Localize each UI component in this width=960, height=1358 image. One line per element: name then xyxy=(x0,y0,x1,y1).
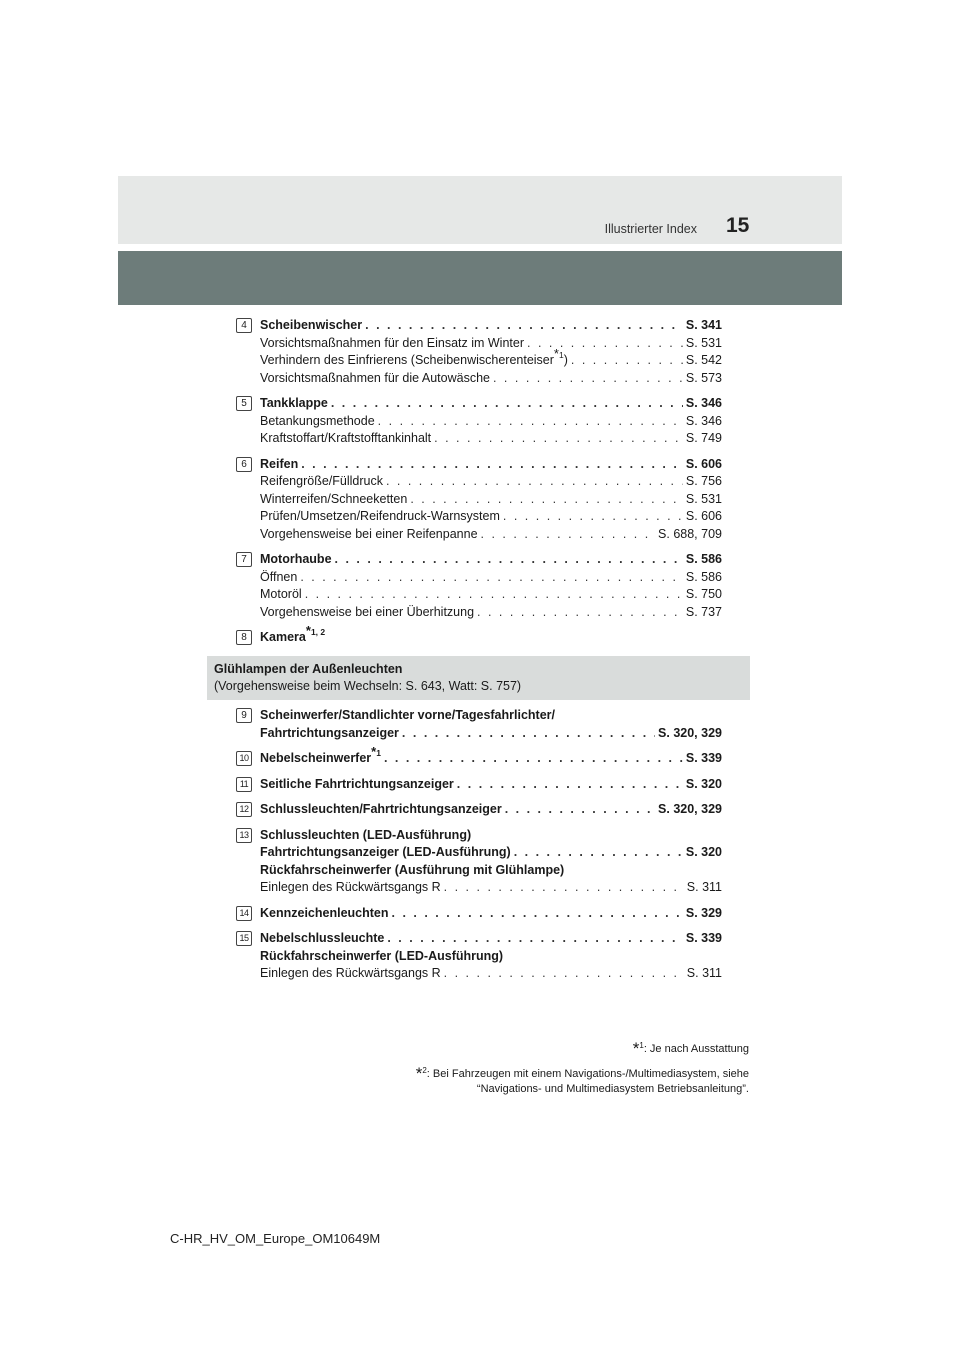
dot-leader xyxy=(505,801,655,819)
entry-label: Rückfahrscheinwerfer (Ausführung mit Glühlampe) xyxy=(260,862,565,877)
index-subentry xyxy=(260,430,722,448)
index-heading xyxy=(260,744,722,768)
dot-leader xyxy=(365,317,683,335)
index-entry xyxy=(236,623,722,647)
callout-number-badge: 15 xyxy=(236,931,252,946)
entry-label: Fahrtrichtungsanzeiger xyxy=(260,725,399,740)
index-subentry xyxy=(260,370,722,388)
index-heading xyxy=(260,395,722,413)
footnote-line xyxy=(416,1038,749,1057)
dot-leader xyxy=(300,569,683,587)
page-reference: S. 542 xyxy=(685,353,722,367)
page-reference: S. 329 xyxy=(685,905,722,920)
index-subentry xyxy=(260,604,722,622)
index-entry xyxy=(236,827,722,897)
entry-label: Kraftstoffart/Kraftstofftankinhalt xyxy=(260,431,432,445)
entry-label: Scheibenwischer xyxy=(260,318,363,332)
dot-leader xyxy=(305,586,683,604)
dot-leader xyxy=(477,604,683,622)
page-reference: S. 320, 329 xyxy=(658,725,722,740)
entry-label: Reifengröße/Fülldruck xyxy=(260,474,383,488)
index-entry xyxy=(236,776,722,794)
bulbs-box-subtitle: (Vorgehensweise beim Wechseln: S. 643, Watt: S. 757) xyxy=(214,679,522,693)
entry-label: Motorhaube xyxy=(260,552,332,566)
index-subentry xyxy=(260,346,722,370)
dot-leader xyxy=(410,491,683,509)
index-heading xyxy=(260,725,722,743)
index-subentry xyxy=(260,335,722,353)
index-subentry xyxy=(260,569,722,587)
callout-number-badge: 9 xyxy=(236,708,252,723)
entry-label: Fahrtrichtungsanzeiger (LED-Ausführung) xyxy=(260,845,511,859)
page-reference: S. 339 xyxy=(685,931,722,945)
footnote-text: : Bei Fahrzeugen mit einem Navigations-/Multimediasystem, siehe xyxy=(426,1068,749,1080)
page-reference: S. 320 xyxy=(685,845,722,859)
dot-leader xyxy=(493,370,683,388)
page-reference: S. 606 xyxy=(685,509,722,523)
page-reference: S. 320 xyxy=(685,776,722,791)
entry-label: Kamera$^{*1, 2}$ xyxy=(260,623,326,644)
footnote-text: : Je nach Ausstattung xyxy=(643,1043,749,1055)
index-subentry xyxy=(260,879,722,897)
bulbs-box-title: Glühlampen der Außenleuchten xyxy=(214,662,403,676)
entry-label: Vorsichtsmaßnahmen für die Autowäsche xyxy=(260,370,490,385)
footnote-number: 1 xyxy=(639,1041,644,1050)
entry-label: Nebelscheinwerfer$^{*1}$ xyxy=(260,744,381,765)
index-subentry xyxy=(260,508,722,526)
callout-number-badge: 14 xyxy=(236,906,252,921)
bulbs-info-box xyxy=(207,656,750,700)
entry-label: Tankklappe xyxy=(260,396,328,410)
dot-leader xyxy=(378,413,683,431)
entry-label: Vorsichtsmaßnahmen für den Einsatz im Winter xyxy=(260,335,524,350)
page-reference: S. 341 xyxy=(685,318,722,332)
entry-label: Schlussleuchten/Fahrtrichtungsanzeiger xyxy=(260,802,502,816)
index-entry xyxy=(236,551,722,621)
index-subentry xyxy=(260,526,722,544)
footnote-ref: *1 xyxy=(553,346,564,361)
callout-number-badge: 7 xyxy=(236,552,252,567)
index-heading xyxy=(260,862,722,880)
dot-leader xyxy=(392,905,683,923)
page-reference: S. 531 xyxy=(685,335,722,350)
dot-leader xyxy=(434,430,683,448)
page-reference: S. 311 xyxy=(686,966,722,980)
index-list-exterior xyxy=(236,317,722,655)
entry-label: Scheinwerfer/Standlichter vorne/Tagesfahrlichter/ xyxy=(260,708,555,722)
entry-label: Kennzeichenleuchten xyxy=(260,905,389,920)
dot-leader xyxy=(571,352,683,370)
header-bar xyxy=(118,251,842,305)
footnote-ref: *1, 2 xyxy=(305,623,326,638)
dot-leader xyxy=(457,776,683,794)
page-reference: S. 531 xyxy=(685,491,722,506)
callout-number-badge: 10 xyxy=(236,751,252,766)
callout-number-badge: 13 xyxy=(236,828,252,843)
index-heading xyxy=(260,827,722,845)
page-reference: S. 586 xyxy=(685,569,722,584)
index-heading xyxy=(260,456,722,474)
index-list-bulbs xyxy=(236,707,722,991)
entry-label: Winterreifen/Schneeketten xyxy=(260,491,408,506)
index-heading xyxy=(260,623,722,647)
dot-leader xyxy=(301,456,683,474)
dot-leader xyxy=(481,526,656,544)
page-reference: S. 688, 709 xyxy=(658,526,722,541)
document-code: C-HR_HV_OM_Europe_OM10649M xyxy=(170,1231,381,1246)
index-entry xyxy=(236,317,722,387)
page-reference: S. 339 xyxy=(685,751,722,765)
footnote-asterisk: * xyxy=(632,1039,640,1058)
dot-leader xyxy=(503,508,683,526)
dot-leader xyxy=(402,725,655,743)
index-subentry xyxy=(260,491,722,509)
entry-label: Schlussleuchten (LED-Ausführung) xyxy=(260,827,472,842)
index-heading xyxy=(260,905,722,923)
index-subentry xyxy=(260,965,722,983)
index-heading xyxy=(260,930,722,948)
dot-leader xyxy=(387,930,683,948)
entry-label: Prüfen/Umsetzen/Reifendruck-Warnsystem xyxy=(260,509,500,523)
entry-label: Motoröl xyxy=(260,587,302,601)
page-reference: S. 606 xyxy=(685,456,722,471)
dot-leader xyxy=(527,335,683,353)
index-heading xyxy=(260,551,722,569)
index-heading xyxy=(260,801,722,819)
entry-label: Einlegen des Rückwärtsgangs R xyxy=(260,880,441,894)
index-entry xyxy=(236,801,722,819)
dot-leader xyxy=(444,965,684,983)
page-reference: S. 573 xyxy=(685,370,722,385)
footnote-ref: *1 xyxy=(371,744,381,759)
index-heading xyxy=(260,948,722,966)
dot-leader xyxy=(386,473,683,491)
dot-leader xyxy=(514,844,683,862)
footnote-line xyxy=(416,1063,749,1082)
page-reference: S. 737 xyxy=(685,604,722,619)
footnote-continuation: “Navigations- und Multimediasystem Betriebsanleitung”. xyxy=(476,1083,749,1095)
dot-leader xyxy=(444,879,684,897)
callout-number-badge: 5 xyxy=(236,396,252,411)
index-subentry xyxy=(260,473,722,491)
index-entry xyxy=(236,930,722,983)
entry-label: Reifen xyxy=(260,456,299,471)
dot-leader xyxy=(384,750,683,768)
entry-label: Verhindern des Einfrierens (Scheibenwischerenteiser$^{*1}$) xyxy=(260,346,568,367)
footnote-asterisk: * xyxy=(415,1064,423,1083)
page-reference: S. 749 xyxy=(685,431,722,445)
index-subentry xyxy=(260,586,722,604)
callout-number-badge: 8 xyxy=(236,630,252,645)
footnote-asterisk: * xyxy=(305,623,311,638)
index-entry xyxy=(236,905,722,923)
index-heading xyxy=(260,707,722,725)
callout-number-badge: 11 xyxy=(236,777,252,792)
entry-label: Nebelschlussleuchte xyxy=(260,931,385,945)
page-reference: S. 311 xyxy=(686,880,722,894)
index-subentry xyxy=(260,413,722,431)
dot-leader xyxy=(331,395,683,413)
index-heading xyxy=(260,776,722,794)
footnote-asterisk: * xyxy=(553,346,559,361)
footnote-number: 2 xyxy=(422,1066,427,1075)
index-entry xyxy=(236,395,722,448)
entry-label: Einlegen des Rückwärtsgangs R xyxy=(260,966,441,980)
index-entry xyxy=(236,456,722,544)
section-title: Illustrierter Index xyxy=(604,222,697,236)
footnote-asterisk: * xyxy=(371,744,377,759)
index-entry xyxy=(236,707,722,742)
entry-label: Seitliche Fahrtrichtungsanzeiger xyxy=(260,776,454,791)
page-number: 15 xyxy=(726,214,750,237)
entry-label: Vorgehensweise bei einer Überhitzung xyxy=(260,604,475,619)
footnotes xyxy=(416,1038,749,1097)
entry-label: Öffnen xyxy=(260,569,298,584)
page-reference: S. 346 xyxy=(685,413,722,428)
page-reference: S. 320, 329 xyxy=(658,802,722,816)
callout-number-badge: 12 xyxy=(236,802,252,817)
entry-label: Betankungsmethode xyxy=(260,413,375,428)
index-heading xyxy=(260,844,722,862)
page-reference: S. 346 xyxy=(685,396,722,410)
page-reference: S. 586 xyxy=(685,552,722,566)
entry-label: Rückfahrscheinwerfer (LED-Ausführung) xyxy=(260,948,504,963)
index-entry xyxy=(236,744,722,768)
page-reference: S. 756 xyxy=(685,474,722,488)
index-heading xyxy=(260,317,722,335)
dot-leader xyxy=(335,551,683,569)
callout-number-badge: 4 xyxy=(236,318,252,333)
page-reference: S. 750 xyxy=(685,587,722,601)
callout-number-badge: 6 xyxy=(236,457,252,472)
entry-label: Vorgehensweise bei einer Reifenpanne xyxy=(260,526,478,541)
